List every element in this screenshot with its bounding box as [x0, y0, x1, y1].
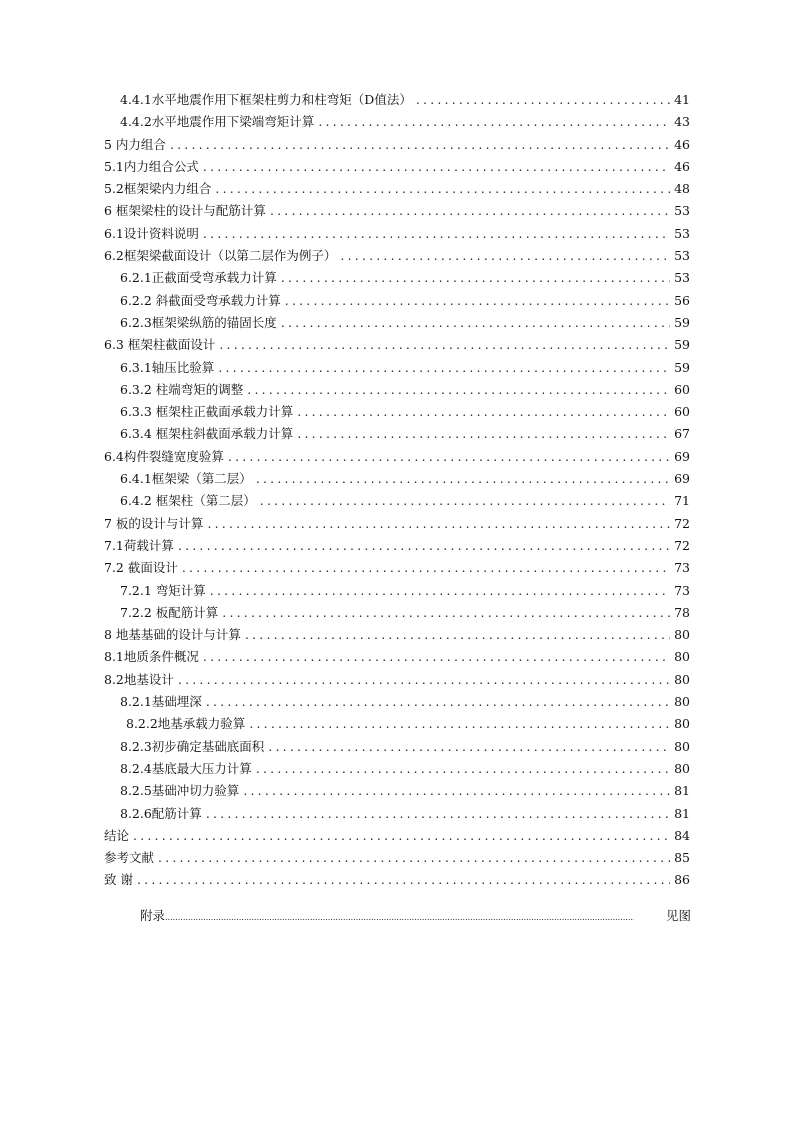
toc-dot-leader	[260, 490, 670, 512]
toc-entry-page: 53	[674, 203, 690, 219]
toc-entry-page: 69	[674, 471, 690, 487]
toc-entry[interactable]	[104, 357, 690, 379]
toc-entry-title: 5.1内力组合公式	[104, 158, 199, 174]
toc-entry[interactable]	[104, 535, 690, 557]
toc-entry-page: 85	[674, 850, 690, 866]
appendix-page: 见图	[665, 908, 691, 923]
toc-entry-page: 78	[674, 604, 690, 620]
toc-dot-leader	[133, 825, 670, 847]
toc-dot-leader	[285, 290, 670, 312]
toc-entry-title: 8.2.2地基承载力验算	[126, 716, 246, 732]
toc-entry-page: 73	[674, 582, 690, 598]
toc-entry-title: 6.1设计资料说明	[104, 225, 199, 241]
toc-entry-page: 60	[674, 381, 690, 397]
toc-entry[interactable]	[104, 602, 690, 624]
toc-dot-leader	[170, 134, 670, 156]
toc-entry[interactable]	[104, 178, 690, 200]
toc-entry-title: 6.3.1轴压比验算	[120, 359, 215, 375]
toc-entry-title: 8 地基基础的设计与计算	[104, 627, 241, 643]
toc-dot-leader	[340, 245, 670, 267]
toc-entry-page: 53	[674, 225, 690, 241]
toc-dot-leader	[416, 89, 670, 111]
toc-dot-leader	[210, 580, 670, 602]
toc-entry[interactable]	[104, 736, 690, 758]
toc-entry[interactable]	[104, 758, 690, 780]
toc-entry-page: 80	[674, 671, 690, 687]
toc-entry-page: 81	[674, 783, 690, 799]
toc-entry[interactable]	[104, 624, 690, 646]
toc-entry[interactable]	[104, 490, 690, 512]
toc-entry-title: 6.4.2 框架柱（第二层）	[120, 493, 256, 509]
toc-entry-page: 43	[674, 114, 690, 130]
appendix-entry[interactable]	[140, 905, 691, 929]
toc-entry-title: 7.2.2 板配筋计算	[120, 604, 219, 620]
toc-entry-page: 46	[674, 158, 690, 174]
toc-entry-page: 72	[674, 537, 690, 553]
toc-entry-title: 8.2.5基础冲切力验算	[120, 783, 240, 799]
toc-entry[interactable]	[104, 312, 690, 334]
toc-entry-page: 41	[674, 92, 690, 107]
toc-entry-title: 6.2.1正截面受弯承载力计算	[120, 270, 277, 286]
toc-entry-title: 8.2.1基础埋深	[120, 694, 202, 710]
toc-entry-title: 7 板的设计与计算	[104, 515, 204, 531]
toc-entry[interactable]	[104, 200, 690, 222]
toc-entry-page: 80	[674, 738, 690, 754]
toc-entry-title: 4.4.1水平地震作用下框架柱剪力和柱弯矩（D值法）	[120, 92, 412, 107]
toc-entry[interactable]	[104, 803, 690, 825]
toc-entry-title: 7.2 截面设计	[104, 560, 178, 576]
toc-entry-page: 59	[674, 359, 690, 375]
toc-entry-page: 59	[674, 314, 690, 330]
toc-entry-page: 71	[674, 493, 690, 509]
toc-entry[interactable]	[104, 557, 690, 579]
toc-dot-leader	[245, 624, 670, 646]
toc-entry-title: 6.3.2 柱端弯矩的调整	[120, 381, 244, 397]
toc-entry[interactable]	[104, 513, 690, 535]
toc-entry-title: 8.2地基设计	[104, 671, 174, 687]
toc-entry-title: 8.2.4基底最大压力计算	[120, 760, 252, 776]
toc-dot-leader	[206, 691, 670, 713]
toc-entry[interactable]	[104, 646, 690, 668]
toc-dot-leader	[318, 111, 670, 133]
toc-entry-title: 6.3 框架柱截面设计	[104, 337, 216, 353]
toc-entry-page: 86	[674, 872, 690, 888]
toc-entry[interactable]	[104, 245, 690, 267]
toc-entry-title: 4.4.2水平地震作用下梁端弯矩计算	[120, 114, 315, 130]
toc-entry[interactable]	[104, 223, 690, 245]
toc-dot-leader	[243, 780, 670, 802]
toc-dot-leader	[297, 423, 670, 445]
appendix-label: 附录	[140, 908, 166, 923]
toc-entry-page: 67	[674, 426, 690, 442]
toc-entry[interactable]	[104, 89, 690, 111]
toc-entry[interactable]	[104, 401, 690, 423]
toc-dot-leader	[178, 669, 670, 691]
toc-dot-leader	[178, 535, 670, 557]
toc-entry[interactable]	[104, 691, 690, 713]
toc-entry[interactable]	[104, 379, 690, 401]
toc-entry-title: 参考文献	[104, 850, 155, 866]
toc-entry-page: 48	[674, 181, 690, 197]
toc-dot-leader	[256, 468, 670, 490]
toc-entry[interactable]	[104, 825, 690, 847]
toc-entry-title: 6.2.3框架梁纵筋的锚固长度	[120, 314, 277, 330]
toc-dot-leader	[222, 602, 670, 624]
appendix-dot-leader	[165, 907, 634, 929]
toc-entry-page: 80	[674, 694, 690, 710]
toc-entry-page: 80	[674, 760, 690, 776]
toc-entry[interactable]	[104, 334, 690, 356]
toc-entry-title: 5.2框架梁内力组合	[104, 181, 212, 197]
toc-dot-leader	[297, 401, 670, 423]
toc-entry-page: 69	[674, 448, 690, 464]
toc-entry-page: 80	[674, 627, 690, 643]
toc-dot-leader	[281, 312, 670, 334]
toc-dot-leader	[182, 557, 670, 579]
toc-dot-leader	[249, 713, 670, 735]
toc-entry[interactable]	[104, 780, 690, 802]
toc-entry-title: 5 内力组合	[104, 136, 166, 152]
toc-entry[interactable]	[104, 713, 690, 735]
toc-dot-leader	[215, 178, 670, 200]
toc-entry[interactable]	[104, 847, 690, 869]
toc-dot-leader	[137, 869, 670, 891]
toc-entry-page: 80	[674, 716, 690, 732]
toc-entry-page: 80	[674, 649, 690, 665]
toc-dot-leader	[268, 736, 670, 758]
toc-entry[interactable]	[104, 869, 690, 891]
toc-entry-title: 6.2.2 斜截面受弯承载力计算	[120, 292, 281, 308]
toc-entry-title: 6.4.1框架梁（第二层）	[120, 471, 252, 487]
toc-entry-page: 56	[674, 292, 690, 308]
toc-dot-leader	[219, 334, 670, 356]
toc-entry-page: 72	[674, 515, 690, 531]
toc-entry-title: 6.2框架梁截面设计（以第二层作为例子）	[104, 248, 337, 264]
toc-dot-leader	[247, 379, 670, 401]
toc-dot-leader	[203, 223, 670, 245]
toc-dot-leader	[270, 200, 670, 222]
toc-dot-leader	[158, 847, 670, 869]
toc-entry-title: 6 框架梁柱的设计与配筋计算	[104, 203, 266, 219]
toc-entry-page: 53	[674, 270, 690, 286]
toc-entry[interactable]	[104, 267, 690, 289]
toc-entry[interactable]	[104, 111, 690, 133]
toc-entry[interactable]	[104, 134, 690, 156]
toc-entry-page: 81	[674, 805, 690, 821]
toc-entry-title: 6.3.4 框架柱斜截面承载力计算	[120, 426, 294, 442]
toc-entry[interactable]	[104, 669, 690, 691]
toc-entry-title: 7.1荷载计算	[104, 537, 174, 553]
table-of-contents	[104, 89, 690, 892]
toc-dot-leader	[203, 156, 670, 178]
toc-entry[interactable]	[104, 156, 690, 178]
toc-entry[interactable]	[104, 468, 690, 490]
toc-entry-title: 致 谢	[104, 872, 133, 888]
toc-dot-leader	[218, 357, 670, 379]
toc-entry[interactable]	[104, 446, 690, 468]
toc-entry-page: 84	[674, 827, 690, 843]
toc-entry-page: 73	[674, 560, 690, 576]
toc-entry-title: 8.2.6配筋计算	[120, 805, 202, 821]
toc-dot-leader	[281, 267, 670, 289]
toc-entry-title: 6.4构件裂缝宽度验算	[104, 448, 224, 464]
toc-dot-leader	[228, 446, 670, 468]
toc-entry[interactable]	[104, 290, 690, 312]
toc-dot-leader	[206, 803, 670, 825]
toc-entry-title: 6.3.3 框架柱正截面承载力计算	[120, 404, 294, 420]
toc-entry-page: 53	[674, 248, 690, 264]
toc-entry-page: 46	[674, 136, 690, 152]
toc-entry-title: 8.2.3初步确定基础底面积	[120, 738, 265, 754]
toc-dot-leader	[207, 513, 670, 535]
toc-entry-title: 7.2.1 弯矩计算	[120, 582, 206, 598]
toc-entry[interactable]	[104, 423, 690, 445]
toc-entry-title: 8.1地质条件概况	[104, 649, 199, 665]
toc-dot-leader	[203, 646, 670, 668]
toc-entry-title: 结论	[104, 827, 130, 843]
toc-entry-page: 59	[674, 337, 690, 353]
toc-dot-leader	[256, 758, 670, 780]
toc-entry[interactable]	[104, 580, 690, 602]
toc-entry-page: 60	[674, 404, 690, 420]
